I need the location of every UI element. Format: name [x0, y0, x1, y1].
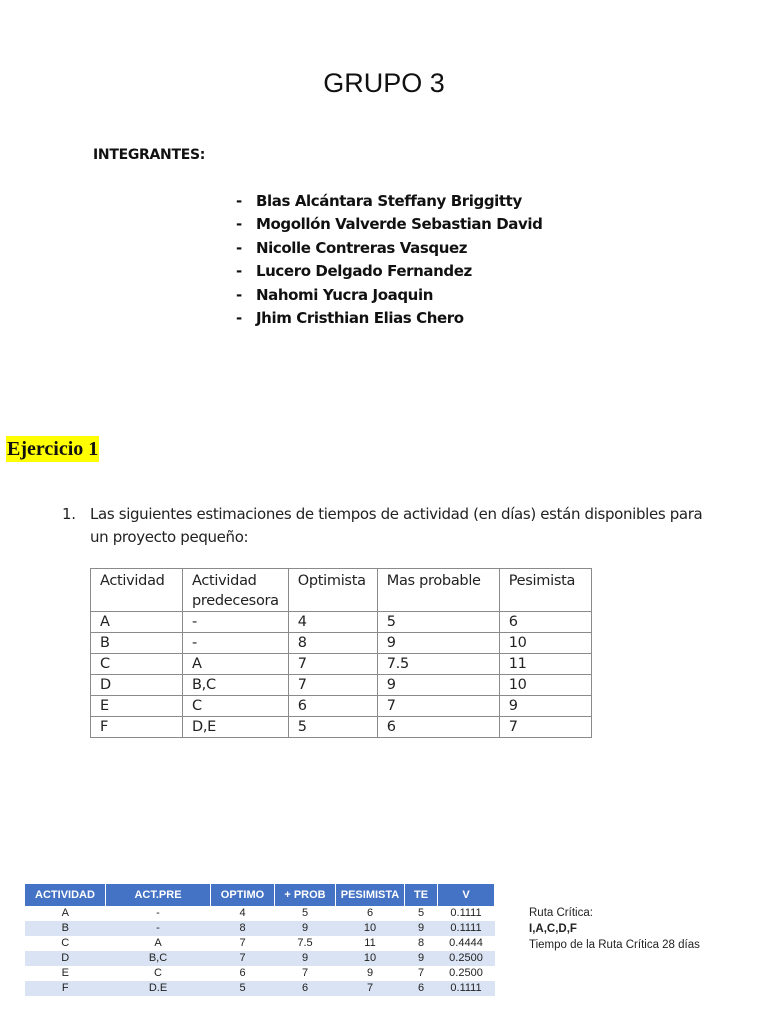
list-item: [236, 213, 542, 236]
table-cell: 11: [499, 654, 591, 675]
list-item: [236, 307, 542, 330]
table-cell: 6: [275, 981, 336, 996]
list-item: [236, 190, 542, 213]
table-cell: 9: [377, 675, 499, 696]
table-cell: D: [25, 951, 106, 966]
problem-number: 1.: [62, 505, 76, 523]
table-cell: 0.1111: [438, 921, 495, 936]
table-row: [91, 717, 592, 738]
table-cell: 9: [499, 696, 591, 717]
table-cell: 9: [405, 951, 438, 966]
table-cell: 6: [336, 906, 405, 921]
table-cell: B,C: [183, 675, 289, 696]
member-name: Nicolle Contreras Vasquez: [256, 238, 468, 257]
table-cell: 7: [405, 966, 438, 981]
table-cell: -: [106, 921, 211, 936]
table-row: [91, 633, 592, 654]
table-cell: 0.1111: [438, 981, 495, 996]
table-cell: 5: [377, 612, 499, 633]
table-row: [25, 906, 495, 921]
table-cell: 5: [275, 906, 336, 921]
table-cell: C: [183, 696, 289, 717]
results-column-header: PESIMISTA: [336, 884, 405, 906]
table-cell: A: [106, 936, 211, 951]
table-cell: 6: [211, 966, 275, 981]
table-row: [25, 981, 495, 996]
table-cell: B,C: [106, 951, 211, 966]
bullet: -: [236, 285, 242, 304]
table-cell: 5: [288, 717, 377, 738]
table-cell: A: [25, 906, 106, 921]
table-cell: 11: [336, 936, 405, 951]
table-cell: 5: [211, 981, 275, 996]
table-cell: D: [91, 675, 183, 696]
table-row: [25, 966, 495, 981]
table-cell: 8: [211, 921, 275, 936]
table-cell: 9: [377, 633, 499, 654]
results-table: [25, 884, 495, 996]
table-cell: 9: [336, 966, 405, 981]
table-row: [91, 612, 592, 633]
table-cell: -: [106, 906, 211, 921]
list-item: [236, 260, 542, 283]
table-cell: E: [25, 966, 106, 981]
table-cell: C: [91, 654, 183, 675]
member-name: Lucero Delgado Fernandez: [256, 262, 472, 281]
table-cell: 7: [211, 951, 275, 966]
table-row: [25, 951, 495, 966]
table-cell: B: [91, 633, 183, 654]
table-cell: 7: [288, 654, 377, 675]
list-item: [236, 284, 542, 307]
results-column-header: TE: [405, 884, 438, 906]
critical-route-box: [529, 905, 700, 953]
list-item: [236, 237, 542, 260]
table-cell: A: [91, 612, 183, 633]
table-row: [91, 675, 592, 696]
table-cell: 10: [336, 921, 405, 936]
table-row: [91, 696, 592, 717]
table-cell: 0.4444: [438, 936, 495, 951]
member-name: Blas Alcántara Steffany Briggitty: [256, 192, 522, 210]
problem-text: Las siguientes estimaciones de tiempos de actividad (en días) están disponibles para un proyecto pequeño:: [90, 505, 703, 546]
page-title: GRUPO 3: [323, 68, 445, 98]
estimates-column-header: Mas probable: [377, 569, 499, 612]
table-cell: 4: [211, 906, 275, 921]
table-cell: 7: [275, 966, 336, 981]
members-list: [236, 190, 542, 330]
results-column-header: V: [438, 884, 495, 906]
table-cell: 7: [211, 936, 275, 951]
table-cell: 10: [499, 633, 591, 654]
table-cell: D.E: [106, 981, 211, 996]
bullet: -: [236, 215, 242, 234]
table-cell: 9: [275, 921, 336, 936]
estimates-table: [90, 568, 592, 738]
estimates-column-header: Actividad: [91, 569, 183, 612]
table-cell: -: [183, 633, 289, 654]
bullet: -: [236, 192, 242, 210]
table-cell: 4: [288, 612, 377, 633]
table-cell: 7: [288, 675, 377, 696]
table-cell: A: [183, 654, 289, 675]
table-cell: -: [183, 612, 289, 633]
table-cell: 0.2500: [438, 951, 495, 966]
table-cell: 6: [288, 696, 377, 717]
estimates-column-header: Pesimista: [499, 569, 591, 612]
table-cell: 8: [405, 936, 438, 951]
bullet: -: [236, 308, 242, 327]
table-cell: D,E: [183, 717, 289, 738]
table-cell: E: [91, 696, 183, 717]
table-cell: 10: [336, 951, 405, 966]
table-cell: 7: [336, 981, 405, 996]
exercise-heading: Ejercicio 1: [7, 438, 99, 460]
results-column-header: + PROB: [275, 884, 336, 906]
table-cell: 7: [377, 696, 499, 717]
member-name: Mogollón Valverde Sebastian David: [256, 215, 543, 234]
critical-route-path: I,A,C,D,F: [529, 923, 577, 935]
table-cell: 8: [288, 633, 377, 654]
table-cell: F: [25, 981, 106, 996]
results-column-header: OPTIMO: [211, 884, 275, 906]
table-cell: 5: [405, 906, 438, 921]
table-cell: 10: [499, 675, 591, 696]
table-cell: 7.5: [377, 654, 499, 675]
critical-route-time: Tiempo de la Ruta Crítica 28 días: [529, 939, 700, 951]
table-cell: 7.5: [275, 936, 336, 951]
table-row: [25, 921, 495, 936]
table-cell: 6: [377, 717, 499, 738]
table-cell: B: [25, 921, 106, 936]
member-name: Nahomi Yucra Joaquin: [256, 285, 433, 304]
estimates-column-header: Optimista: [288, 569, 377, 612]
table-cell: 9: [275, 951, 336, 966]
table-cell: 9: [405, 921, 438, 936]
table-row: [91, 654, 592, 675]
table-cell: C: [106, 966, 211, 981]
table-cell: F: [91, 717, 183, 738]
problem-statement: [62, 503, 712, 549]
table-cell: 6: [405, 981, 438, 996]
table-cell: C: [25, 936, 106, 951]
table-cell: 0.1111: [438, 906, 495, 921]
results-column-header: ACTIVIDAD: [25, 884, 106, 906]
results-column-header: ACT.PRE: [106, 884, 211, 906]
estimates-column-header: Actividad predecesora: [183, 569, 289, 612]
member-name: Jhim Cristhian Elias Chero: [256, 308, 464, 327]
table-cell: 7: [499, 717, 591, 738]
table-cell: 6: [499, 612, 591, 633]
table-row: [25, 936, 495, 951]
bullet: -: [236, 262, 242, 281]
table-cell: 0.2500: [438, 966, 495, 981]
critical-route-label: Ruta Crítica:: [529, 907, 593, 919]
members-heading: INTEGRANTES:: [93, 147, 206, 163]
bullet: -: [236, 238, 242, 257]
